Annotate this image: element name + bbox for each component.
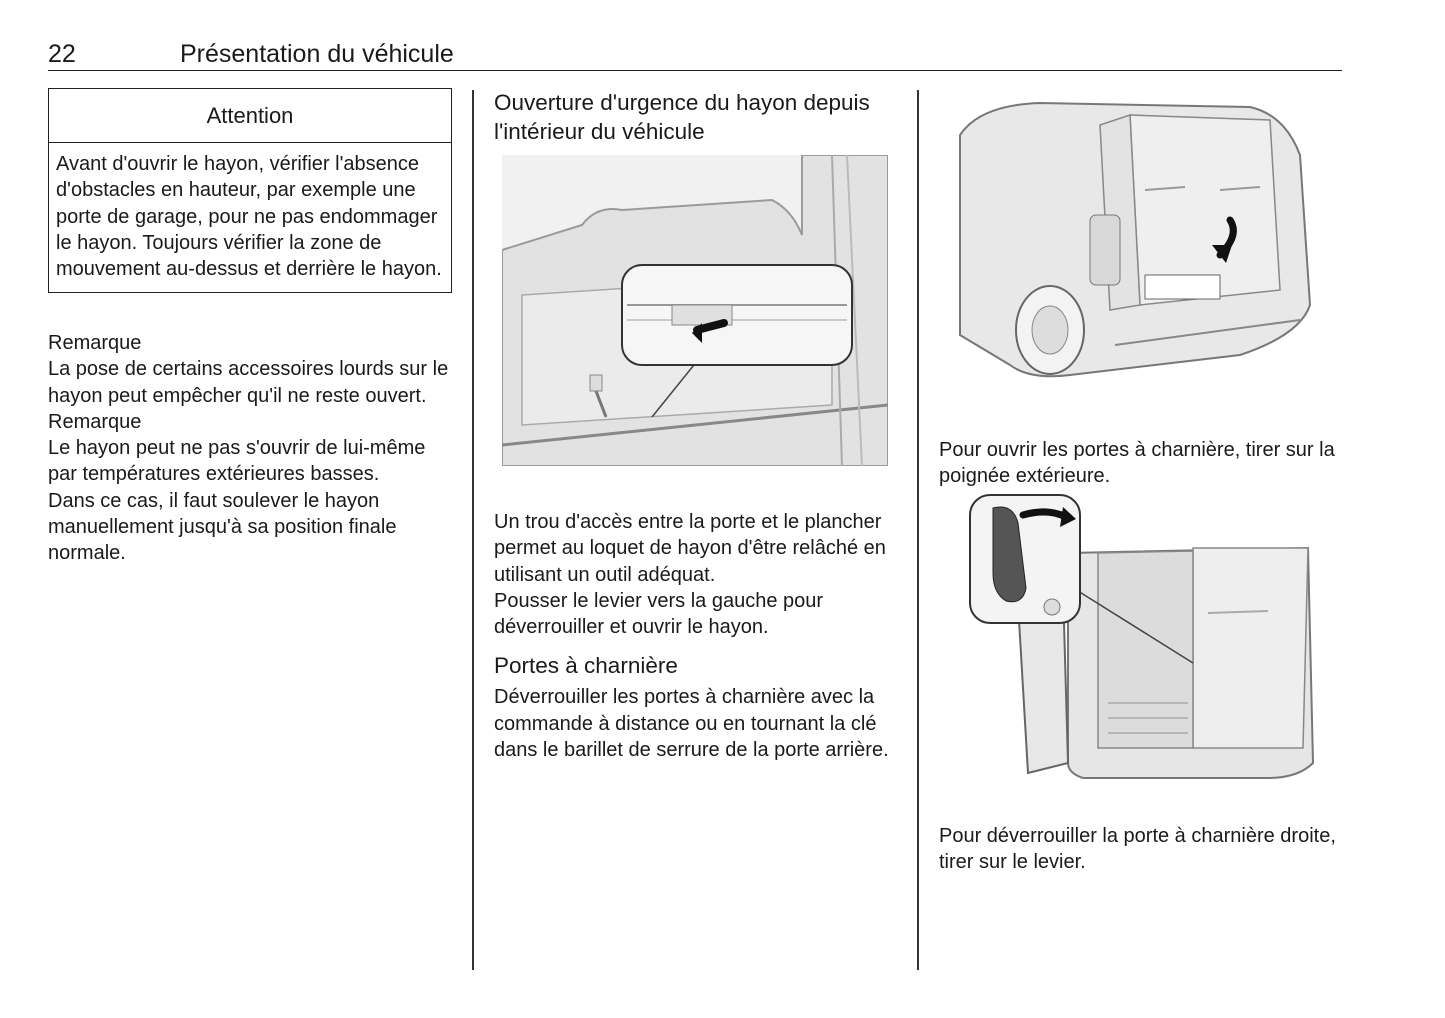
note-text: La pose de certains accessoires lourds sur le hayon peut empêcher qu'il ne reste ouvert. xyxy=(48,358,449,407)
note-text: Dans ce cas, il faut soulever le hayon manuellement jusqu'à sa position finale normale. xyxy=(48,489,397,565)
column-divider-2 xyxy=(917,90,919,970)
tailgate-release-illustration xyxy=(502,155,888,466)
paragraph: Pousser le levier vers la gauche pour déverrouiller et ouvrir le hayon. xyxy=(494,589,824,639)
section-heading-block xyxy=(494,88,894,146)
page-number: 22 xyxy=(48,40,76,68)
attention-text: Avant d'ouvrir le hayon, vérifier l'absence d'obstacles en hauteur, par exemple une porte de garage, pour ne pas endommager le hayon. Toujours vérifier la zone de mouvement au-dessus et derrière le hayon. xyxy=(56,153,442,281)
note-label: Remarque xyxy=(48,410,142,433)
paragraph: Déverrouiller les portes à charnière avec la commande à distance ou en tournant la clé dans le barillet de serrure de la porte arrière. xyxy=(494,686,889,762)
figure-caption: Pour déverrouiller la porte à charnière droite, tirer sur le levier. xyxy=(939,825,1336,874)
release-text-block xyxy=(494,509,894,763)
hinged-door-lever-illustration xyxy=(968,493,1338,785)
figure-caption: Pour ouvrir les portes à charnière, tirer sur la poignée extérieure. xyxy=(939,439,1335,488)
caption-block xyxy=(939,437,1339,490)
note-text: Le hayon peut ne pas s'ouvrir de lui-même par températures extérieures basses. xyxy=(48,437,426,486)
note-label: Remarque xyxy=(48,332,142,354)
caption-block xyxy=(939,823,1339,876)
column-divider-1 xyxy=(472,90,474,970)
section-heading: Ouverture d'urgence du hayon depuis l'intérieur du véhicule xyxy=(494,90,870,144)
van-rear-handle-illustration xyxy=(940,95,1340,395)
paragraph: Un trou d'accès entre la porte et le plancher permet au loquet de hayon d'être relâché en utilisant un outil adéquat. xyxy=(494,511,886,586)
page-header xyxy=(48,38,1342,71)
attention-title: Attention xyxy=(49,89,451,143)
section-heading: Portes à charnière xyxy=(494,653,678,679)
attention-box xyxy=(48,88,452,293)
chapter-title: Présentation du véhicule xyxy=(180,40,454,68)
notes-block xyxy=(48,330,454,567)
